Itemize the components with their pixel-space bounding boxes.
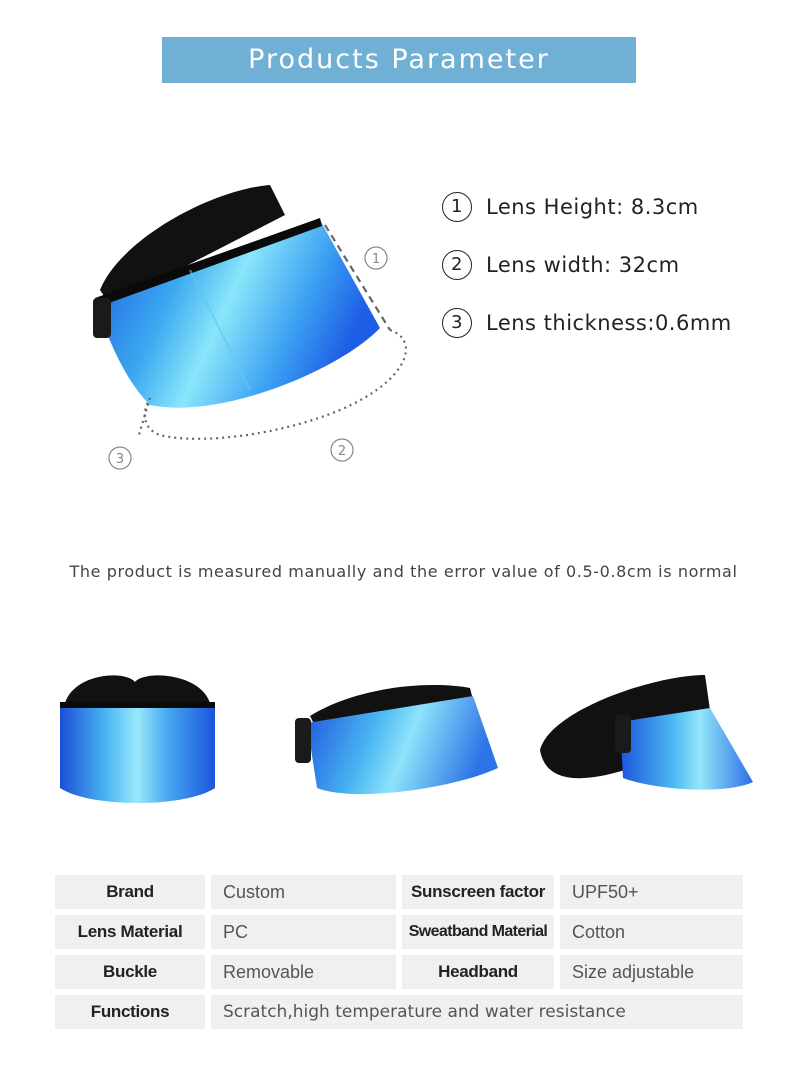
table-row xyxy=(55,995,743,1029)
table-row xyxy=(55,875,743,909)
spec-item-width xyxy=(442,236,732,294)
page-banner: Products Parameter xyxy=(162,37,636,83)
value-sweatband-material: Cotton xyxy=(560,915,743,949)
spec-number: 1 xyxy=(442,192,472,222)
value-functions: Scratch,high temperature and water resistance xyxy=(211,995,743,1029)
marker-3-label: 3 xyxy=(115,452,125,467)
value-buckle: Removable xyxy=(211,955,396,989)
label-headband: Headband xyxy=(402,955,554,989)
spec-text: Lens width: 32cm xyxy=(486,253,680,277)
value-sunscreen-factor: UPF50+ xyxy=(560,875,743,909)
spec-number: 3 xyxy=(442,308,472,338)
value-brand: Custom xyxy=(211,875,396,909)
label-lens-material: Lens Material xyxy=(55,915,205,949)
visor-image xyxy=(93,185,380,408)
spec-list xyxy=(442,178,732,352)
table-row xyxy=(55,955,743,989)
spec-table xyxy=(55,875,743,1035)
spec-number: 2 xyxy=(442,250,472,280)
value-lens-material: PC xyxy=(211,915,396,949)
label-functions: Functions xyxy=(55,995,205,1029)
visor-front-view xyxy=(55,668,220,813)
spec-item-thickness xyxy=(442,294,732,352)
visor-angle-view xyxy=(535,670,755,795)
visor-diagram xyxy=(90,180,430,480)
marker-1-label: 1 xyxy=(371,252,381,267)
spec-text: Lens Height: 8.3cm xyxy=(486,195,699,219)
spec-item-height xyxy=(442,178,732,236)
marker-2-label: 2 xyxy=(337,444,347,459)
label-buckle: Buckle xyxy=(55,955,205,989)
label-sweatband-material: Sweatband Material xyxy=(402,915,554,949)
table-row xyxy=(55,915,743,949)
visor-side-view xyxy=(295,678,500,803)
measurement-note: The product is measured manually and the error value of 0.5-0.8cm is normal xyxy=(69,562,738,581)
label-sunscreen-factor: Sunscreen factor xyxy=(402,875,554,909)
spec-text: Lens thickness:0.6mm xyxy=(486,311,732,335)
value-headband: Size adjustable xyxy=(560,955,743,989)
label-brand: Brand xyxy=(55,875,205,909)
product-views xyxy=(0,660,807,810)
